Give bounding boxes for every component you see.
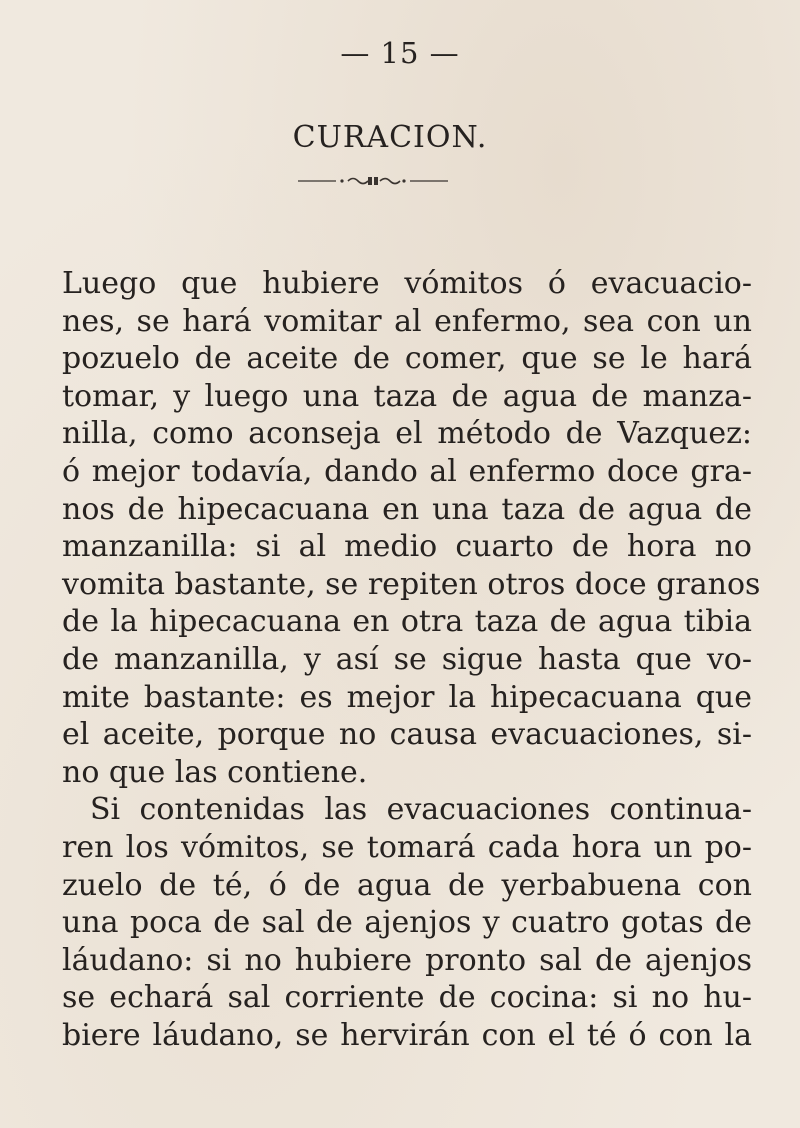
body-text <box>62 265 761 1054</box>
text-line: no que las contiene. <box>62 754 368 790</box>
text-line: zuelo de té, ó de agua de yerbabuena con <box>62 867 752 903</box>
text-line: de manzanilla, y así se sigue hasta que vo- <box>62 641 752 677</box>
text-line: se echará sal corriente de cocina: si no hu- <box>62 980 752 1016</box>
text-line: nilla, como aconseja el método de Vazquez: <box>62 416 752 452</box>
text-line: ó mejor todavía, dando al enfermo doce gra- <box>62 453 752 489</box>
text-line: pozuelo de aceite de comer, que se le hará <box>62 341 752 377</box>
text-line: nos de hipecacuana en una taza de agua de <box>62 491 752 527</box>
text-line: ren los vómitos, se tomará cada hora un po- <box>62 829 752 865</box>
text-line: manzanilla: si al medio cuarto de hora no <box>62 529 752 565</box>
text-line: de la hipecacuana en otra taza de agua tibia <box>62 604 752 640</box>
section-title: CURACION. <box>292 120 488 155</box>
text-line: nes, se hará vomitar al enfermo, sea con un <box>62 303 752 339</box>
flourish-ornament-icon <box>298 176 448 186</box>
text-line: tomar, y luego una taza de agua de manza- <box>62 378 752 414</box>
page-number: — 15 — <box>340 36 460 70</box>
text-line: biere láudano, se hervirán con el té ó con la <box>62 1017 752 1053</box>
text-line: láudano: si no hubiere pronto sal de ajenjos <box>62 942 752 978</box>
text-line: Luego que hubiere vómitos ó evacuacio- <box>62 266 752 301</box>
text-line: una poca de sal de ajenjos y cuatro gotas de <box>62 905 752 941</box>
text-line: mite bastante: es mejor la hipecacuana que <box>62 679 752 715</box>
text-line: vomita bastante, se repiten otros doce granos <box>62 566 761 602</box>
text-line: Si contenidas las evacuaciones continua- <box>90 792 752 828</box>
text-line: el aceite, porque no causa evacuaciones, si- <box>62 717 752 753</box>
